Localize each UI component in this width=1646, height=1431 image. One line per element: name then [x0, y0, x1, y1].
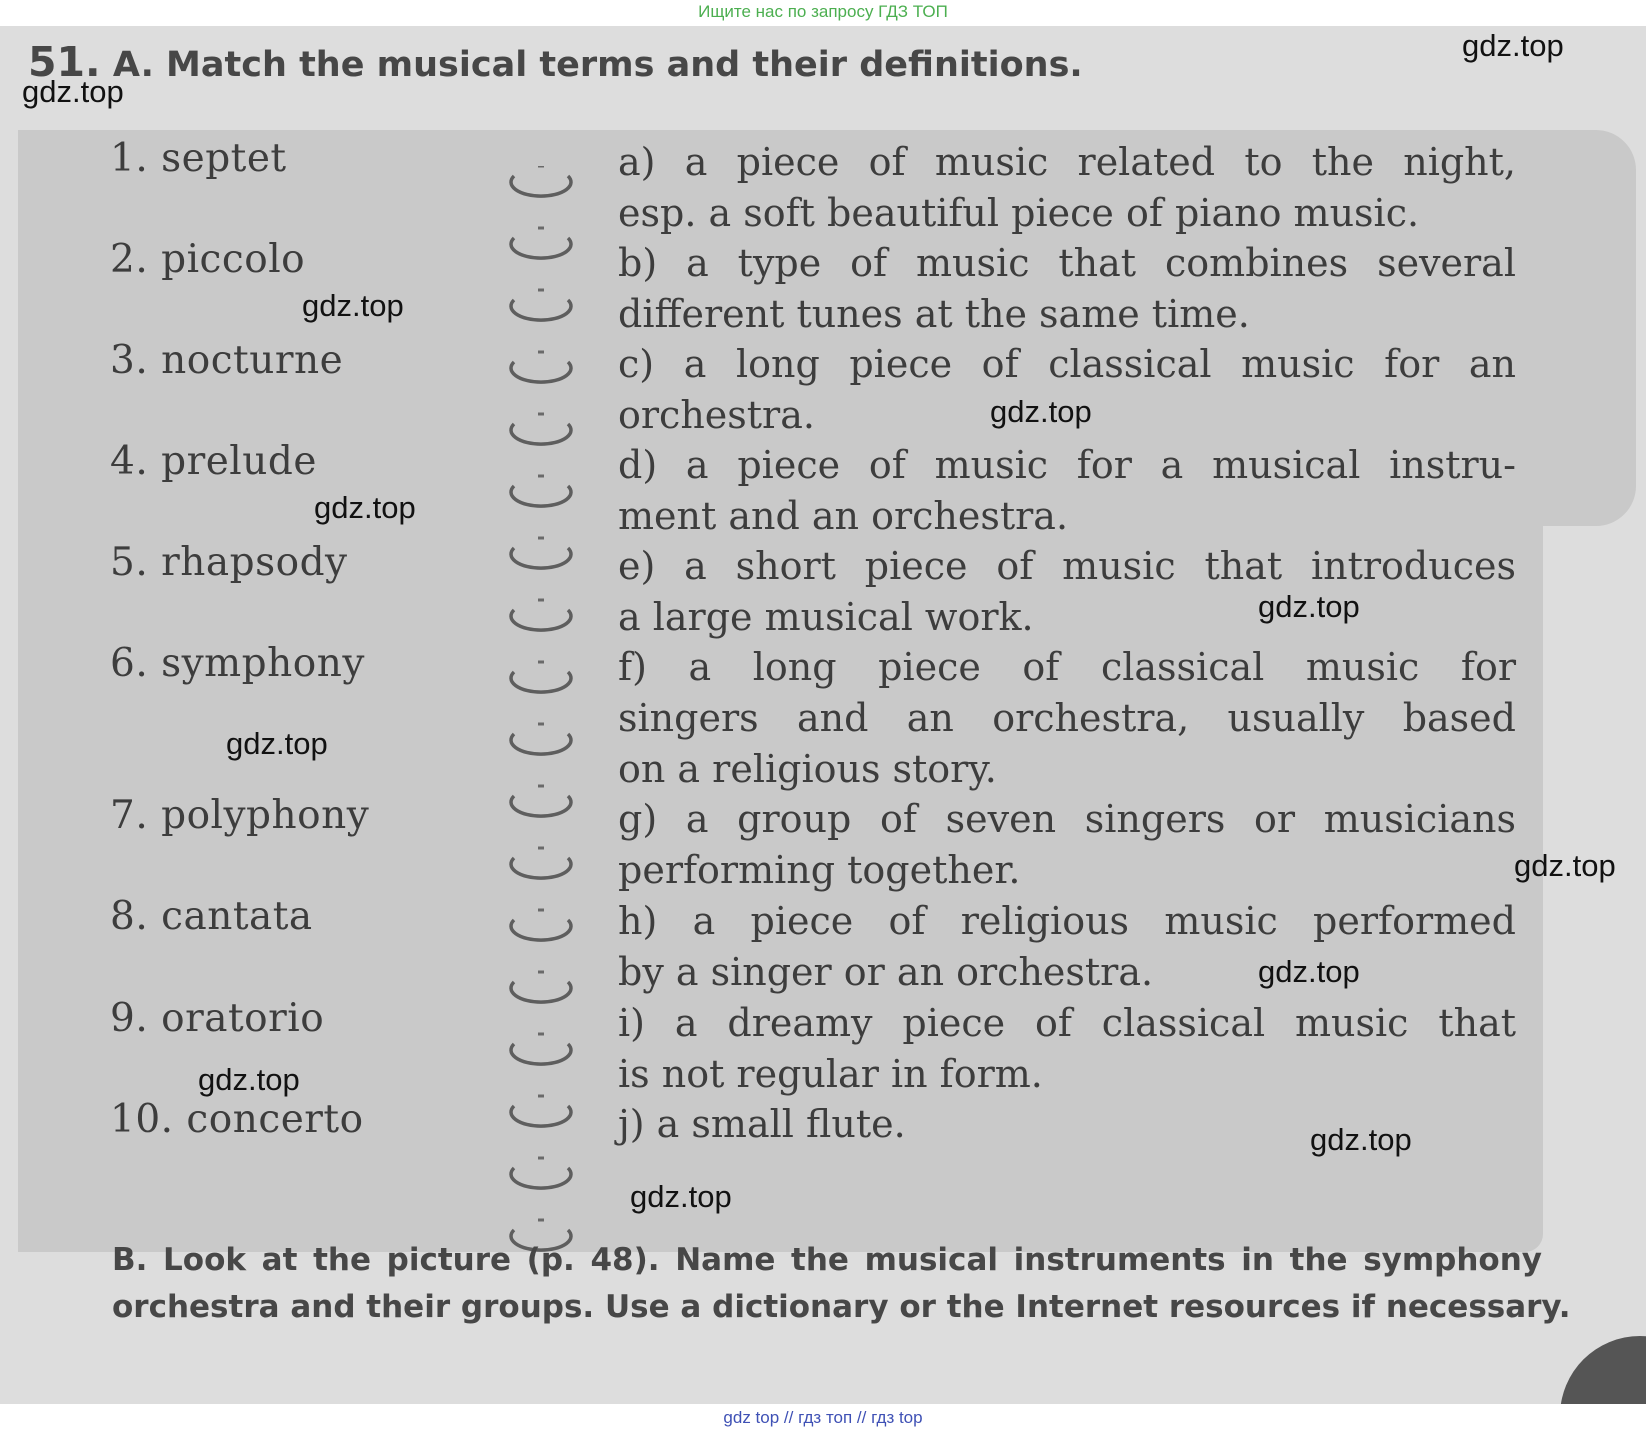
definition-c-line-2: orchestra. — [618, 393, 815, 437]
page-corner-decoration — [1560, 1336, 1646, 1404]
definition-h-line-1: h) a piece of religious music performed — [618, 899, 1516, 943]
exercise-number: 51. — [28, 38, 101, 86]
term-1: 1. septet — [110, 136, 287, 181]
panel-tab — [1540, 130, 1636, 526]
footer-links: gdz top // гдз топ // гдз top — [723, 1408, 923, 1427]
definition-e-line-1: e) a short piece of music that introduces — [618, 544, 1516, 588]
definition-f-line-3: on a religious story. — [618, 747, 997, 791]
definition-e-line-2: a large musical work. — [618, 595, 1034, 639]
top-banner: Ищите нас по запросу ГДЗ ТОП — [698, 2, 948, 21]
definition-a-line-1: a) a piece of music related to the night, — [618, 140, 1516, 184]
watermark: gdz.top — [198, 1062, 300, 1097]
spiral-binding-rings — [486, 166, 596, 1276]
term-7: 7. polyphony — [110, 793, 370, 838]
definition-f-line-1: f) a long piece of classical music for — [618, 645, 1516, 689]
definition-j-line-1: j) a small flute. — [618, 1102, 906, 1146]
watermark: gdz.top — [1258, 954, 1360, 989]
ring-group — [511, 176, 571, 1250]
term-8: 8. cantata — [110, 894, 313, 939]
term-3: 3. nocturne — [110, 338, 344, 383]
watermark: gdz.top — [302, 288, 404, 323]
definition-c-line-1: c) a long piece of classical music for an — [618, 342, 1516, 386]
watermark: gdz.top — [990, 394, 1092, 429]
watermark: gdz.top — [1514, 848, 1616, 883]
definition-g-line-2: performing together. — [618, 848, 1021, 892]
watermark: gdz.top — [22, 74, 124, 109]
term-4: 4. prelude — [110, 439, 317, 484]
term-9: 9. oratorio — [110, 996, 325, 1041]
definition-d-line-2: ment and an orchestra. — [618, 494, 1069, 538]
task-b-line-1: B. Look at the picture (p. 48). Name the musical instruments in the symphony — [112, 1242, 1542, 1278]
definition-h-line-2: by a singer or an orchestra. — [618, 950, 1154, 994]
watermark: gdz.top — [226, 726, 328, 761]
term-10: 10. concerto — [110, 1097, 364, 1142]
watermark: gdz.top — [1462, 28, 1564, 63]
watermark: gdz.top — [314, 490, 416, 525]
term-6: 6. symphony — [110, 641, 365, 686]
term-5: 5. rhapsody — [110, 540, 348, 585]
term-2: 2. piccolo — [110, 237, 306, 282]
definition-d-line-1: d) a piece of music for a musical instru- — [618, 443, 1516, 487]
definition-b-line-1: b) a type of music that combines several — [618, 241, 1516, 285]
watermark: gdz.top — [630, 1179, 732, 1214]
definition-i-line-2: is not regular in form. — [618, 1052, 1043, 1096]
textbook-page — [0, 26, 1646, 1404]
definition-f-line-2: singers and an orchestra, usually based — [618, 696, 1516, 740]
watermark: gdz.top — [1258, 589, 1360, 624]
definition-i-line-1: i) a dreamy piece of classical music that — [618, 1001, 1516, 1045]
definition-g-line-1: g) a group of seven singers or musicians — [618, 797, 1516, 841]
exercise-title — [28, 38, 1083, 86]
task-b-line-2: orchestra and their groups. Use a dictionary or the Internet resources if necessary. — [112, 1289, 1571, 1325]
watermark: gdz.top — [1310, 1122, 1412, 1157]
definition-b-line-2: different tunes at the same time. — [618, 292, 1250, 336]
exercise-heading: A. Match the musical terms and their definitions. — [112, 45, 1083, 85]
definition-a-line-2: esp. a soft beautiful piece of piano music. — [618, 191, 1420, 235]
